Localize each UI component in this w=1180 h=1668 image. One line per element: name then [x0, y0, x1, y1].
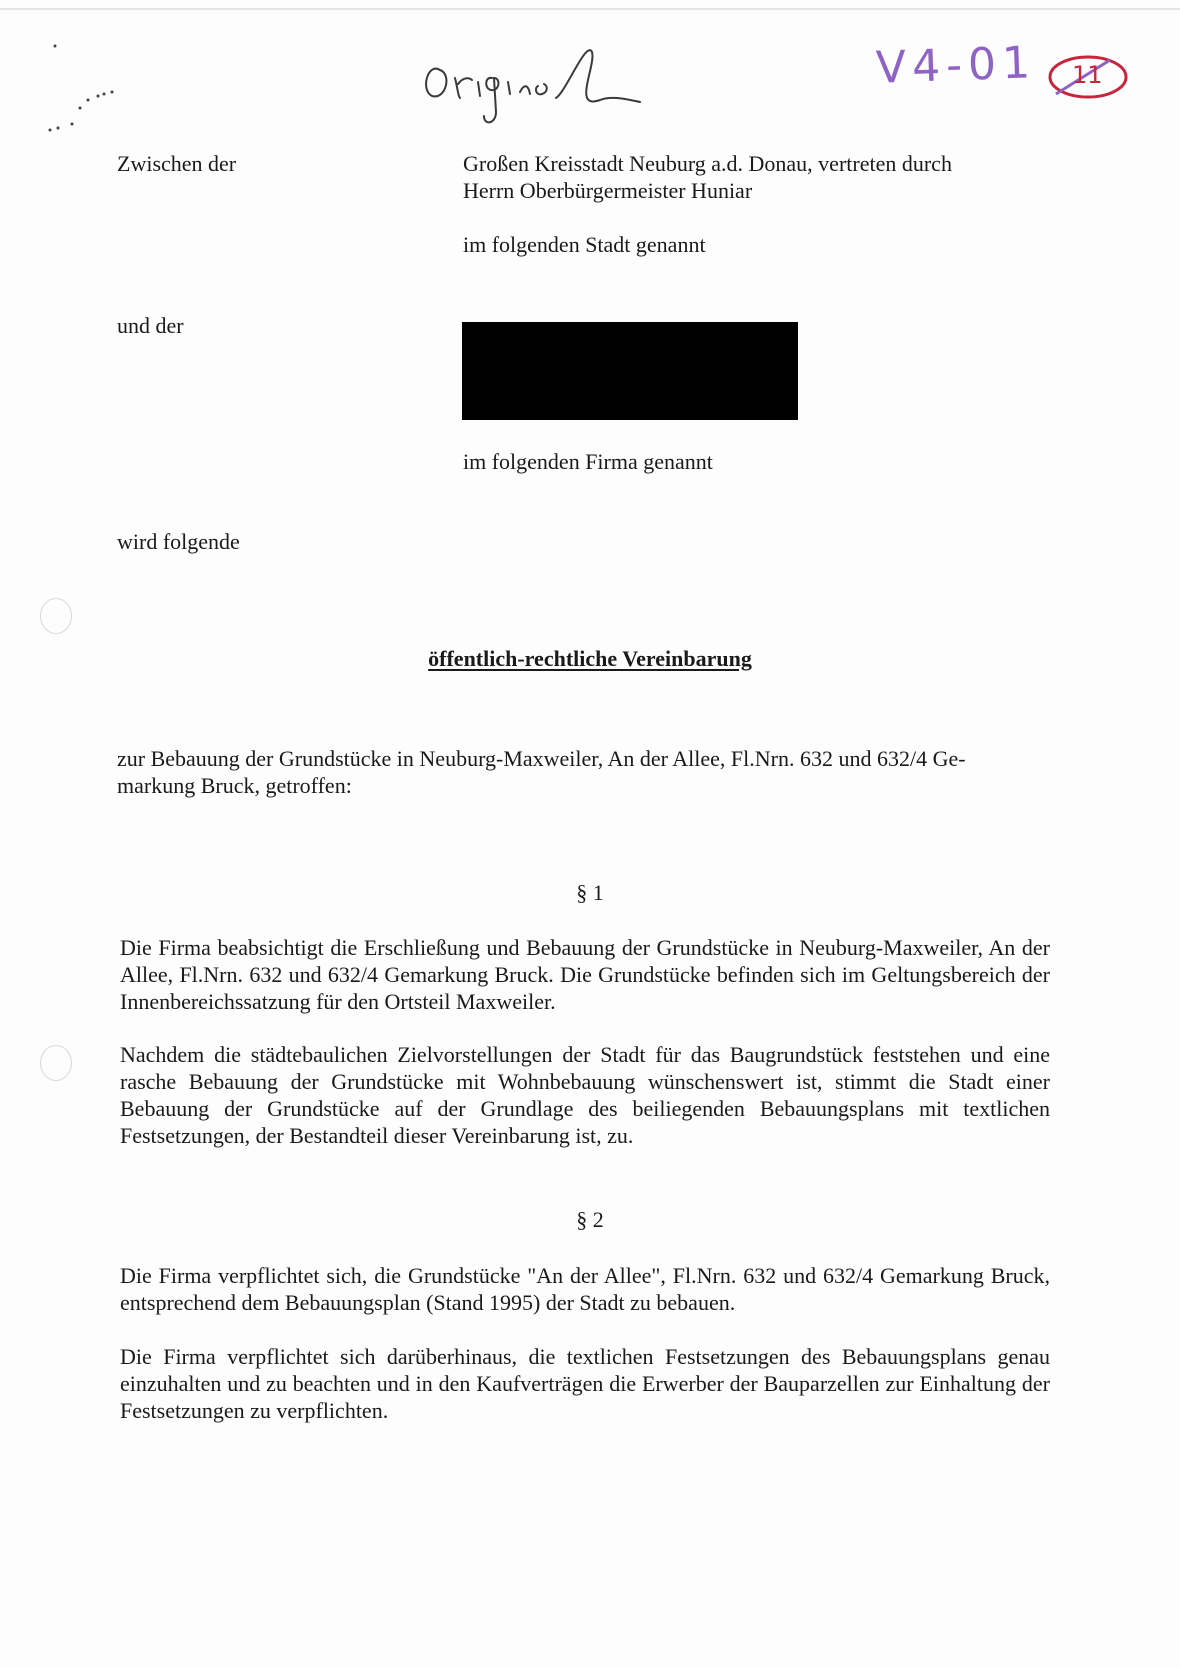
- and-label: und der: [117, 313, 184, 338]
- redaction-box: [462, 322, 798, 420]
- section-2-paragraph-1: Die Firma verpflichtet sich, die Grundstücke "An der Allee", Fl.Nrn. 632 und 632/4 Gemarkung Bruck, entsprechend dem Bebauungsplan (Stand 1995) der Stadt zu bebauen.: [120, 1263, 1050, 1315]
- between-label: Zwischen der: [117, 151, 237, 176]
- intro-text: wird folgende: [117, 529, 240, 554]
- city-line-2: Herrn Oberbürgermeister Huniar: [463, 178, 753, 203]
- punch-hole-bottom: [40, 1045, 72, 1081]
- city-line-1: Großen Kreisstadt Neuburg a.d. Donau, vertreten durch: [463, 151, 952, 176]
- subject-line-2: markung Bruck, getroffen:: [117, 773, 352, 798]
- section-1-paragraph-2: Nachdem die städtebaulichen Zielvorstellungen der Stadt für das Baugrundstück feststehen und eine rasche Bebauung der Grundstücke mit Wohnbebauung wünschenswert ist, stimmt die Stadt einer Bebauung der Grundstücke auf der Grundlage des beiliegenden Bebauungsplans mit textlichen Festsetzungen, der Bestandteil dieser Vereinbarung ist, zu.: [120, 1042, 1050, 1148]
- section-1-paragraph-1: Die Firma beabsichtigt die Erschließung und Bebauung der Grundstücke in Neuburg-Maxweiler, An der Allee, Fl.Nrn. 632 und 632/4 Gemarkung Bruck. Die Grundstücke befinden sich im Geltungsbereich der Innenbereichssatzung für den Ortsteil Maxweiler.: [120, 935, 1050, 1014]
- punch-hole-top: [40, 598, 72, 634]
- agreement-title: öffentlich-rechtliche Vereinbarung: [428, 646, 752, 671]
- subject-line-1: zur Bebauung der Grundstücke in Neuburg-Maxweiler, An der Allee, Fl.Nrn. 632 und 632/4 Ge-: [117, 746, 966, 771]
- document-code-stamp: V4-01: [875, 37, 1037, 94]
- city-alias: im folgenden Stadt genannt: [463, 232, 706, 257]
- section-2-heading: § 2: [576, 1207, 604, 1232]
- section-1-heading: § 1: [576, 880, 604, 905]
- section-2-paragraph-2: Die Firma verpflichtet sich darüberhinaus, die textlichen Festsetzungen des Bebauungsplans genau einzuhalten und zu beachten und in den Kaufverträgen die Erwerber der Bauparzellen zur Einhaltung der Festsetzungen zu verpflichten.: [120, 1344, 1050, 1423]
- circled-number: 11: [1072, 61, 1103, 89]
- company-alias: im folgenden Firma genannt: [463, 449, 713, 474]
